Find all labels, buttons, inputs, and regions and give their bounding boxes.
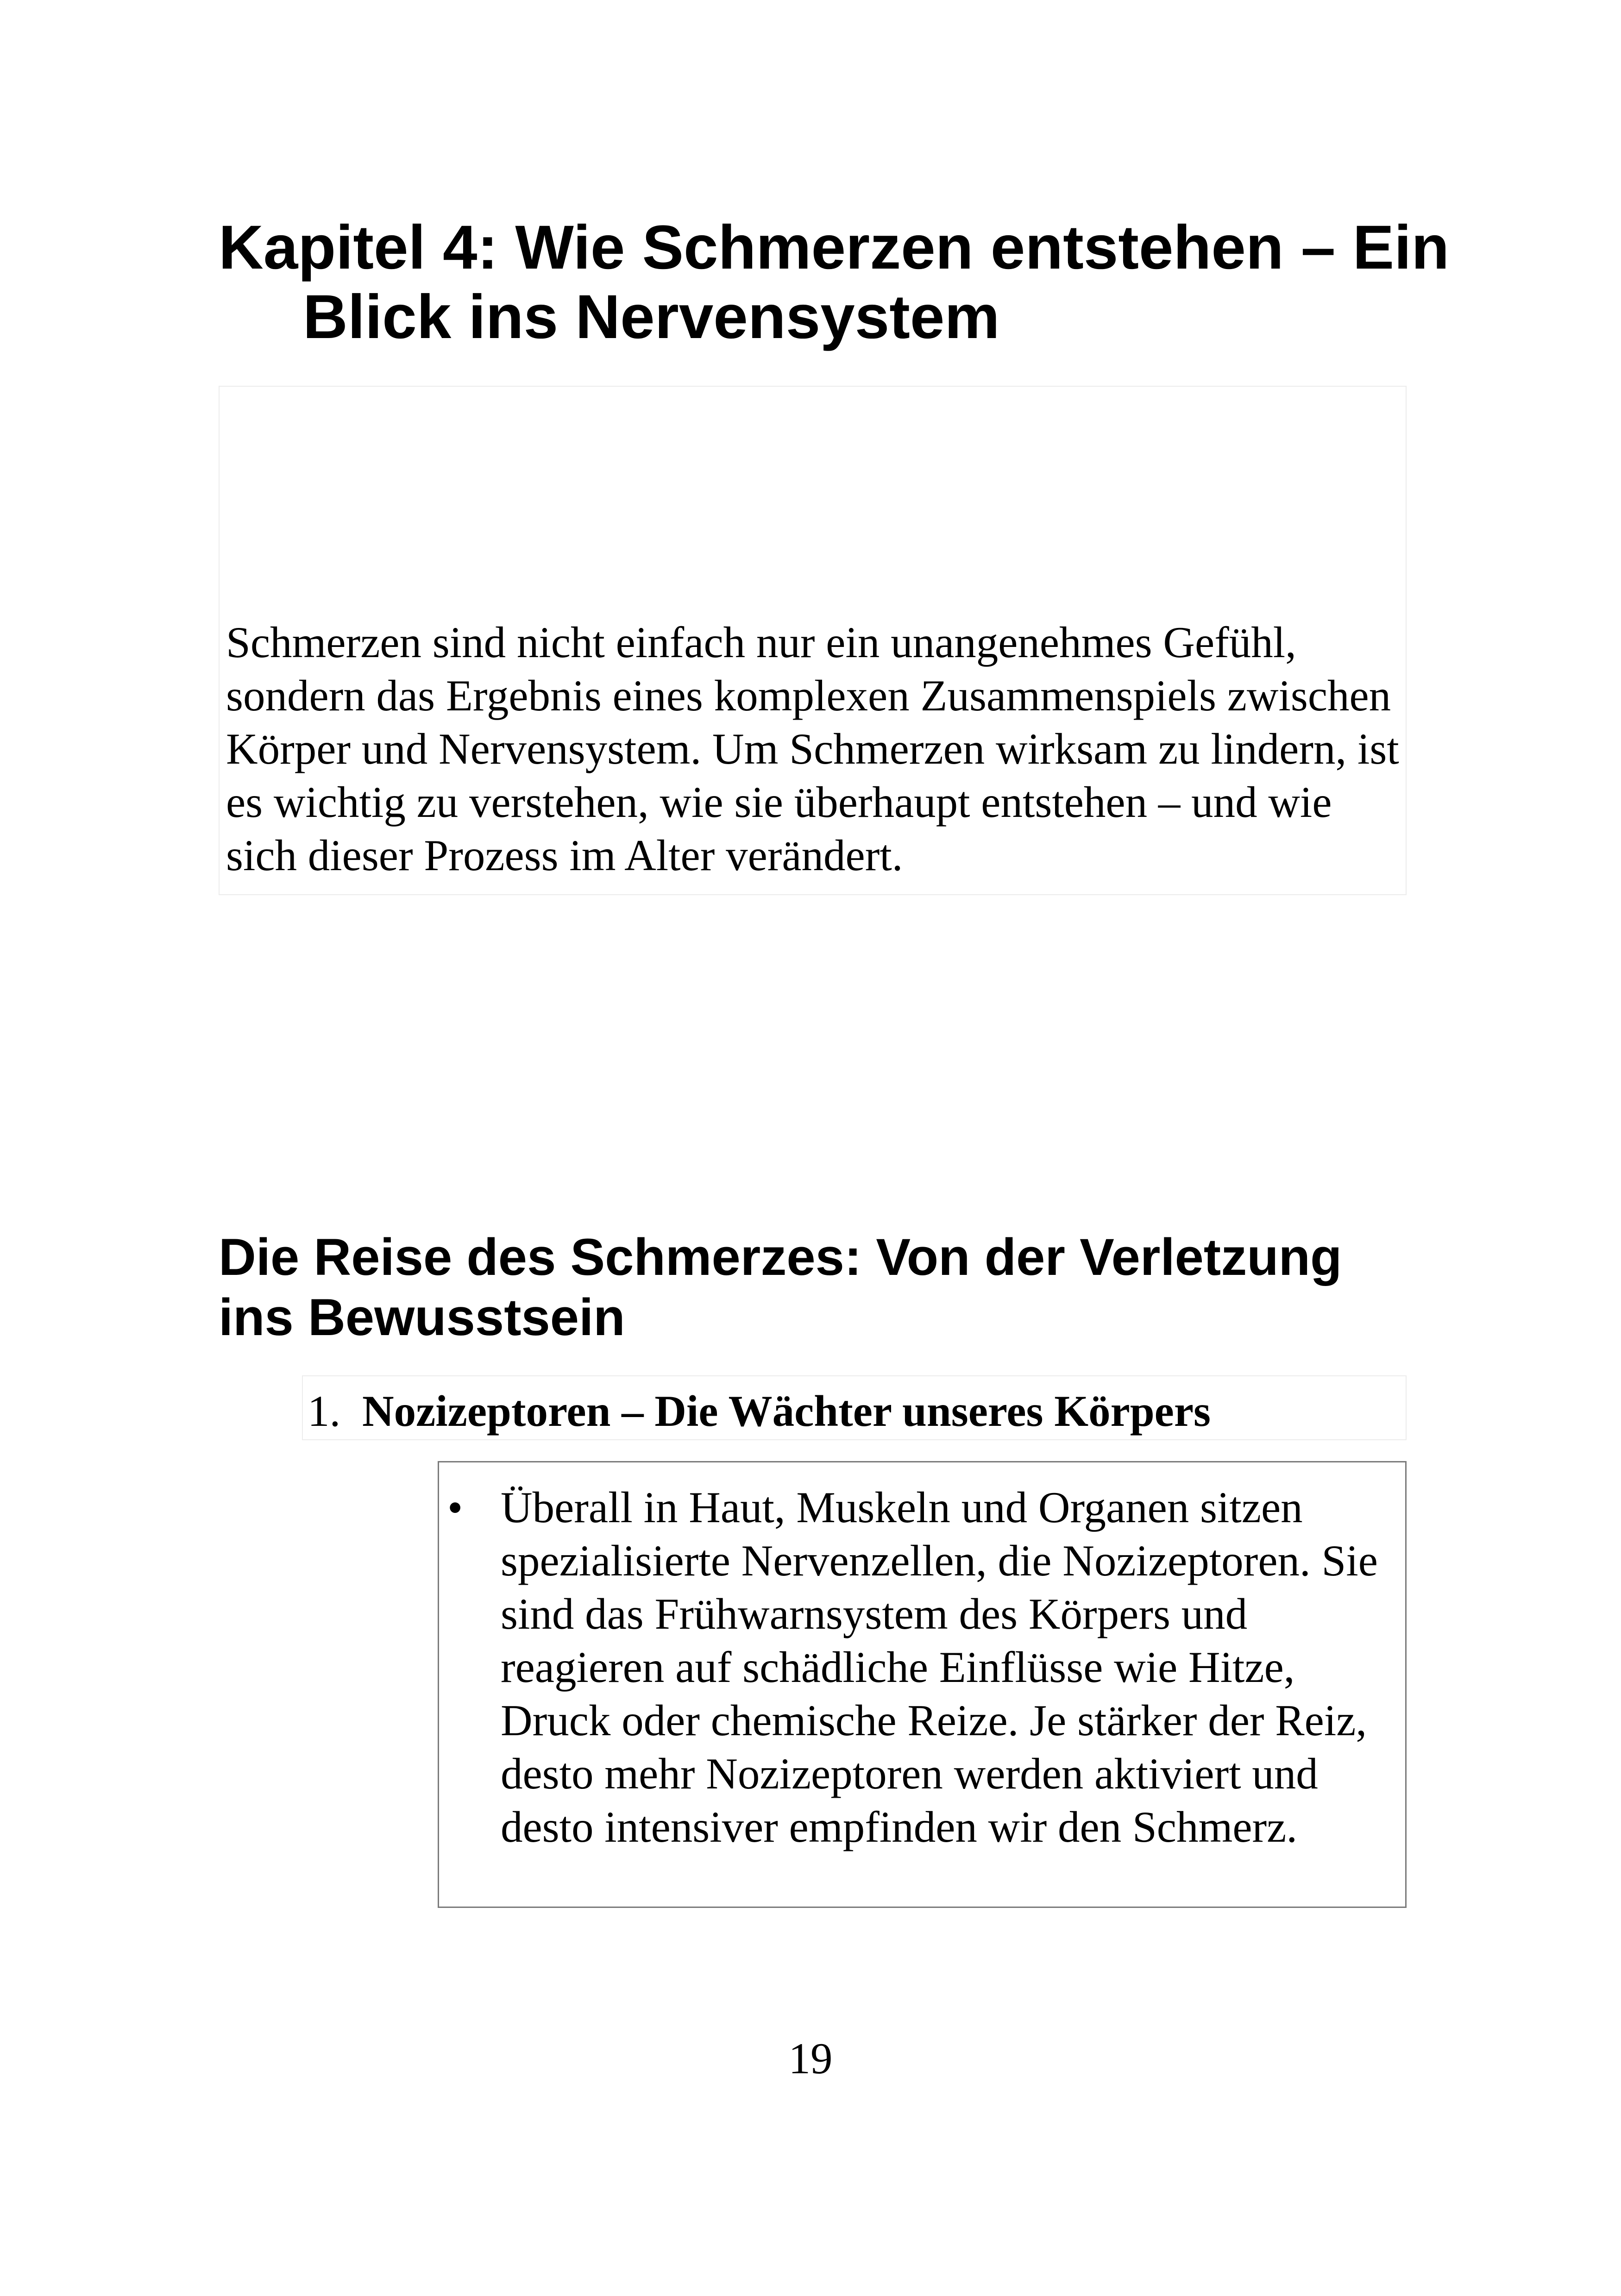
list-item-number: 1. bbox=[308, 1386, 341, 1436]
intro-paragraph: Schmerzen sind nicht einfach nur ein unangenehmes Gefühl, sondern das Ergebnis eines komplexen Zusammenspiels zwischen Körper und Nervensystem. Um Schmerzen wirksam zu lindern, ist es wichtig zu verstehen, wie sie überhaupt entstehen – und wie sich dieser Prozess im Alter verändert. bbox=[226, 618, 1399, 880]
bullet-paragraph: Überall in Haut, Muskeln und Organen sitzen spezialisierte Nervenzellen, die Nozizeptoren. Sie sind das Frühwarnsystem des Körpers und reagieren auf schädliche Einflüsse wie Hitze, Druck oder chemische Reize. Je stärker der Reiz, desto mehr Nozizeptoren werden aktiviert und desto intensiver empfinden wir den Schmerz. bbox=[501, 1483, 1378, 1851]
intro-frame bbox=[219, 386, 1407, 895]
chapter-title: Kapitel 4: Wie Schmerzen entstehen – Ein Blick ins Nervensystem bbox=[219, 213, 1450, 351]
section-title: Die Reise des Schmerzes: Von der Verletzung ins Bewusstsein bbox=[219, 1228, 1342, 1346]
numbered-list-item bbox=[302, 1375, 1407, 1440]
page-number: 19 bbox=[788, 2034, 833, 2083]
bullet-icon: • bbox=[447, 1483, 463, 1532]
bullet-detail-frame bbox=[438, 1461, 1407, 1908]
list-item-heading: Nozizeptoren – Die Wächter unseres Körpers bbox=[362, 1386, 1211, 1436]
